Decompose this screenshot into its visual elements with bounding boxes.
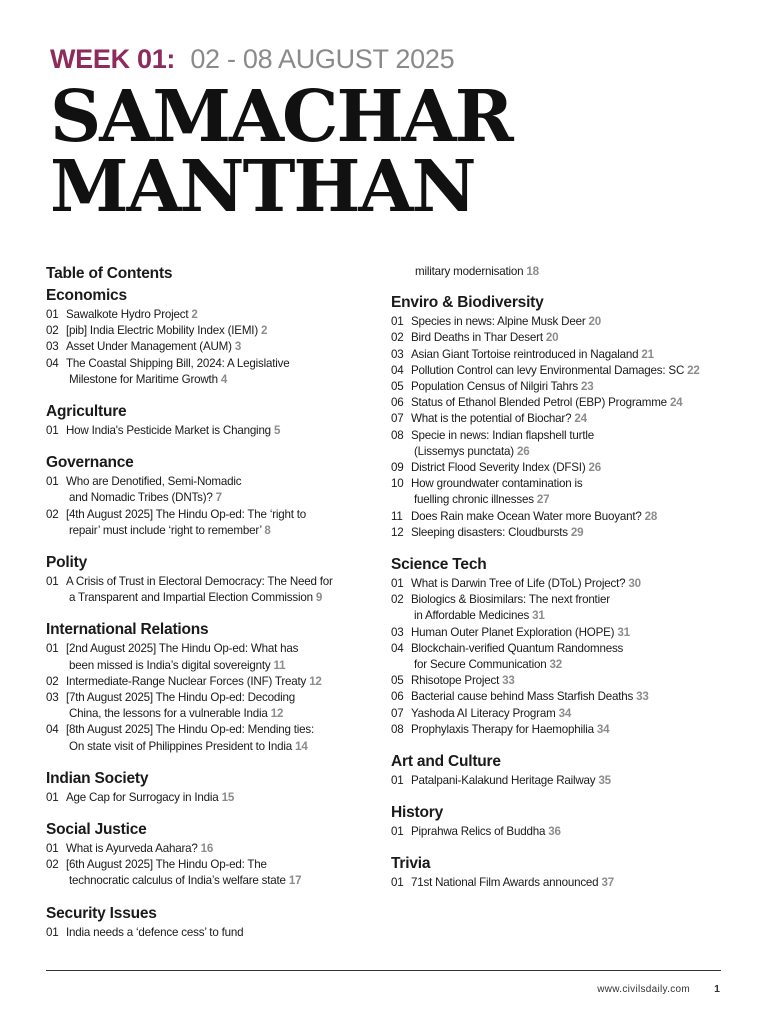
entry-text — [411, 509, 731, 525]
entry-title-continued — [411, 657, 731, 673]
toc-entry[interactable] — [391, 875, 731, 891]
entry-text — [411, 641, 731, 673]
toc-left-column — [46, 264, 366, 955]
entry-text — [411, 722, 731, 738]
page-number: 22 — [687, 363, 700, 377]
toc-entry[interactable] — [391, 641, 731, 673]
continuation-text: military modernisation — [415, 265, 524, 278]
toc-entry[interactable] — [391, 625, 731, 641]
section-title: Science Tech — [391, 556, 487, 574]
footer-url[interactable]: www.civilsdaily.com — [597, 984, 690, 995]
page-number: 12 — [270, 707, 284, 721]
entry-text — [66, 307, 366, 323]
footer-divider — [46, 970, 721, 971]
entry-number: 03 — [46, 340, 59, 354]
entry-text — [66, 674, 366, 690]
entry-title-continued — [66, 739, 366, 755]
entry-title-line2: (Lissemys punctata) — [414, 444, 514, 458]
page-number: 29 — [570, 525, 584, 539]
entry-title: Pollution Control can levy Environmental Damages: SC — [411, 363, 685, 377]
toc-heading: Table of Contents — [46, 265, 173, 282]
page-number: 14 — [295, 739, 308, 753]
entry-title-continued — [411, 608, 731, 624]
entry-text — [411, 525, 731, 541]
week-label: WEEK 01: — [50, 44, 176, 74]
entry-title: Sleeping disasters: Cloudbursts — [411, 525, 568, 539]
page-number: 15 — [221, 790, 235, 804]
toc-section — [391, 803, 731, 840]
entry-number: 04 — [46, 356, 59, 370]
toc-entry[interactable] — [391, 576, 731, 592]
entry-number: 01 — [391, 825, 404, 839]
entry-text — [411, 824, 731, 840]
page-number: 24 — [574, 412, 587, 426]
entry-text — [411, 411, 731, 427]
page-number: 31 — [532, 609, 545, 623]
toc-entry[interactable] — [391, 330, 731, 346]
entry-title-line2: fuelling chronic illnesses — [414, 493, 534, 507]
page-number: 18 — [526, 265, 539, 278]
page-number: 16 — [200, 842, 214, 856]
toc-entry[interactable] — [46, 323, 366, 339]
entry-number: 01 — [46, 842, 59, 856]
page-number: 37 — [601, 876, 614, 890]
toc-entry[interactable] — [391, 592, 731, 624]
page-number: 34 — [596, 722, 610, 736]
toc-section — [46, 553, 366, 606]
entry-title: Status of Ethanol Blended Petrol (EBP) Programme — [411, 396, 667, 410]
entry-title: Prophylaxis Therapy for Haemophilia — [411, 722, 594, 736]
entry-number: 01 — [46, 575, 59, 589]
entry-number: 11 — [391, 509, 403, 523]
entry-number: 02 — [46, 858, 59, 872]
entry-number: 01 — [391, 315, 404, 329]
entry-number: 01 — [46, 925, 59, 939]
entry-title: [4th August 2025] The Hindu Op-ed: The ‘right to — [66, 507, 307, 521]
entry-text — [66, 423, 366, 439]
page-number: 34 — [558, 706, 572, 720]
page-number: 33 — [502, 674, 515, 688]
page-number: 7 — [215, 491, 222, 505]
entry-title: [7th August 2025] The Hindu Op-ed: Decoding — [66, 691, 296, 705]
entry-title-line2: technocratic calculus of India’s welfare state — [69, 874, 286, 888]
entry-text — [66, 323, 366, 339]
entry-text — [66, 925, 366, 941]
section-title: Trivia — [391, 855, 431, 873]
entry-number: 04 — [46, 723, 59, 737]
entry-number: 02 — [391, 331, 404, 345]
entry-title: What is the potential of Biochar? — [411, 412, 572, 426]
entry-number: 01 — [46, 790, 59, 804]
entry-title-line2: a Transparent and Impartial Election Commission — [69, 591, 313, 605]
page-number: 20 — [588, 315, 602, 329]
toc-entry[interactable] — [391, 722, 731, 738]
entry-text — [66, 339, 366, 355]
entry-title-line2: Milestone for Maritime Growth — [69, 372, 218, 386]
toc-entry[interactable] — [391, 689, 731, 705]
toc-section — [46, 769, 366, 806]
toc-entry[interactable] — [391, 525, 731, 541]
entry-title: Patalpani-Kalakund Heritage Railway — [411, 774, 596, 788]
toc-entry[interactable] — [46, 641, 366, 673]
toc-entry[interactable] — [46, 339, 366, 355]
entry-title-line2: and Nomadic Tribes (DNTs)? — [69, 491, 213, 505]
section-title: Agriculture — [46, 403, 127, 421]
toc-section — [46, 453, 366, 539]
right-sections — [391, 293, 731, 891]
section-title: Economics — [46, 287, 127, 304]
page-number: 21 — [641, 347, 654, 361]
entry-title-continued — [66, 658, 366, 674]
entry-number: 03 — [391, 625, 404, 639]
entry-title-continued — [66, 372, 366, 388]
entry-number: 01 — [391, 876, 404, 890]
entry-text — [66, 474, 366, 506]
entry-title-line2: repair’ must include ‘right to remember’ — [69, 523, 262, 537]
entry-number: 04 — [391, 363, 404, 377]
entry-text — [411, 347, 731, 363]
entry-text — [411, 363, 731, 379]
entry-title: District Flood Severity Index (DFSI) — [411, 461, 586, 475]
entry-title-line2: China, the lessons for a vulnerable India — [69, 707, 268, 721]
entry-title: Intermediate-Range Nuclear Forces (INF) Treaty — [66, 674, 307, 688]
entry-text — [411, 330, 731, 346]
toc-entry[interactable] — [46, 474, 366, 506]
page-number: 11 — [273, 658, 286, 672]
page-number: 33 — [636, 690, 649, 704]
entry-text — [411, 379, 731, 395]
magazine-title-line-1: SAMACHAR — [50, 74, 512, 158]
entry-number: 02 — [46, 674, 59, 688]
entry-title: 71st National Film Awards announced — [411, 876, 599, 890]
entry-text — [66, 507, 366, 539]
entry-text — [411, 773, 731, 789]
entry-number: 05 — [391, 674, 404, 688]
section-title: History — [391, 804, 444, 822]
section-title: Enviro & Biodiversity — [391, 294, 544, 312]
section-title: Art and Culture — [391, 753, 501, 771]
entry-number: 01 — [46, 308, 59, 321]
toc-section — [46, 286, 366, 388]
entry-title: Human Outer Planet Exploration (HOPE) — [411, 625, 615, 639]
section-title: Polity — [46, 554, 88, 572]
entry-title: Piprahwa Relics of Buddha — [411, 825, 546, 839]
entry-text — [411, 625, 731, 641]
toc-right-column — [391, 264, 731, 906]
entry-title: [pib] India Electric Mobility Index (IEMI) — [66, 324, 258, 338]
toc-section — [391, 555, 731, 738]
entry-number: 01 — [391, 774, 404, 788]
entry-text — [66, 790, 366, 806]
section-title: Security Issues — [46, 904, 157, 922]
entry-text — [411, 592, 731, 624]
entry-title-continued — [66, 590, 366, 606]
entry-title: India needs a ‘defence cess’ to fund — [66, 925, 244, 939]
page-number: 28 — [644, 509, 658, 523]
entry-title-line2: in Affordable Medicines — [414, 609, 530, 623]
entry-title-line2: been missed is India’s digital sovereignty — [69, 658, 271, 672]
entry-text — [66, 641, 366, 673]
entry-title: Asset Under Management (AUM) — [66, 340, 232, 354]
entry-title: What is Darwin Tree of Life (DToL) Project? — [411, 577, 626, 591]
magazine-title-line-2: MANTHAN — [50, 144, 475, 228]
section-title: International Relations — [46, 621, 209, 639]
toc-entry[interactable] — [391, 460, 731, 476]
section-title: Governance — [46, 454, 134, 472]
entry-number: 12 — [391, 525, 404, 539]
page-number: 5 — [273, 424, 281, 438]
toc-entry[interactable] — [391, 824, 731, 840]
entry-number: 02 — [46, 324, 59, 338]
entry-title-continued — [411, 444, 731, 460]
entry-title-continued — [66, 490, 366, 506]
toc-entry[interactable] — [391, 706, 731, 722]
page-number: 4 — [220, 372, 228, 386]
entry-title: Yashoda AI Literacy Program — [411, 706, 556, 720]
section-title: Social Justice — [46, 821, 147, 839]
toc-entry[interactable] — [391, 411, 731, 427]
toc-entry[interactable] — [391, 673, 731, 689]
entry-title: [8th August 2025] The Hindu Op-ed: Mending ties: — [66, 723, 314, 737]
entry-title: What is Ayurveda Aahara? — [66, 842, 198, 856]
entry-number: 07 — [391, 412, 404, 426]
entry-title: Does Rain make Ocean Water more Buoyant? — [411, 509, 642, 523]
page-number: 30 — [628, 577, 641, 591]
page-number: 23 — [581, 380, 594, 394]
toc-entry[interactable] — [46, 674, 366, 690]
toc-section — [46, 402, 366, 439]
toc-entry[interactable] — [46, 574, 366, 606]
entry-number: 10 — [391, 477, 404, 491]
page-number: 2 — [261, 324, 268, 338]
entry-title-continued — [66, 706, 366, 722]
entry-title-line2: for Secure Communication — [414, 658, 547, 672]
entry-title-continued — [411, 492, 731, 508]
page-number: 17 — [288, 874, 302, 888]
entry-text — [411, 576, 731, 592]
toc-entry[interactable] — [46, 307, 366, 323]
toc-section — [46, 620, 366, 754]
toc-entry[interactable] — [46, 857, 366, 889]
page-number: 26 — [588, 461, 602, 475]
toc-entry[interactable] — [391, 476, 731, 508]
entry-text — [411, 314, 731, 330]
entry-number: 06 — [391, 690, 404, 704]
entry-title-continued — [66, 873, 366, 889]
section-title: Indian Society — [46, 769, 149, 787]
toc-entry[interactable] — [46, 507, 366, 539]
entry-title: Blockchain-verified Quantum Randomness — [411, 641, 624, 655]
entry-text — [66, 857, 366, 889]
toc-entry[interactable] — [46, 841, 366, 857]
entry-text — [66, 841, 366, 857]
page-number: 2 — [191, 308, 198, 321]
entry-number: 01 — [46, 642, 59, 656]
entry-text — [66, 574, 366, 606]
entry-title: Who are Denotified, Semi-Nomadic — [66, 475, 242, 489]
entry-number: 08 — [391, 722, 404, 736]
week-line — [50, 44, 454, 75]
toc-entry[interactable] — [46, 690, 366, 722]
toc-continuation[interactable] — [391, 264, 731, 280]
entry-text — [66, 690, 366, 722]
page-number: 12 — [309, 674, 322, 688]
toc-entry[interactable] — [391, 379, 731, 395]
entry-number: 01 — [46, 475, 59, 489]
entry-text — [66, 356, 366, 388]
entry-title: Specie in news: Indian flapshell turtle — [411, 428, 594, 442]
entry-title: [6th August 2025] The Hindu Op-ed: The — [66, 858, 267, 872]
entry-number: 02 — [391, 593, 404, 607]
entry-text — [411, 460, 731, 476]
toc-entry[interactable] — [46, 423, 366, 439]
page-number: 35 — [598, 774, 611, 788]
toc-entry[interactable] — [391, 347, 731, 363]
entry-text — [411, 706, 731, 722]
toc-section — [391, 293, 731, 541]
page-number: 27 — [536, 493, 550, 507]
page-number: 32 — [549, 658, 562, 672]
page-number: 20 — [545, 331, 559, 345]
entry-number: 03 — [391, 347, 404, 361]
entry-number: 01 — [46, 424, 59, 438]
entry-title: Asian Giant Tortoise reintroduced in Nagaland — [411, 347, 639, 361]
entry-text — [411, 476, 731, 508]
toc-section — [391, 854, 731, 891]
toc-entry[interactable] — [391, 395, 731, 411]
entry-text — [411, 875, 731, 891]
entry-number: 07 — [391, 706, 404, 720]
entry-title: How groundwater contamination is — [411, 477, 583, 491]
toc-entry[interactable] — [46, 722, 366, 754]
entry-title: Bacterial cause behind Mass Starfish Deaths — [411, 690, 634, 704]
entry-title: [2nd August 2025] The Hindu Op-ed: What has — [66, 642, 299, 656]
toc-section — [46, 904, 366, 941]
week-dates: 02 - 08 AUGUST 2025 — [190, 44, 455, 74]
footer-page-number: 1 — [714, 983, 720, 995]
toc-entry[interactable] — [391, 428, 731, 460]
entry-title: How India's Pesticide Market is Changing — [66, 424, 271, 438]
toc-entry[interactable] — [46, 925, 366, 941]
entry-text — [66, 722, 366, 754]
page-number: 36 — [548, 825, 561, 839]
entry-title: Population Census of Nilgiri Tahrs — [411, 380, 578, 394]
entry-number: 05 — [391, 380, 404, 394]
page-number: 3 — [234, 340, 242, 354]
entry-number: 09 — [391, 461, 404, 475]
entry-text — [411, 395, 731, 411]
toc-entry[interactable] — [391, 773, 731, 789]
page-number: 31 — [617, 625, 630, 639]
entry-title: Age Cap for Surrogacy in India — [66, 790, 219, 804]
entry-title: A Crisis of Trust in Electoral Democracy: The Need for — [66, 575, 333, 589]
page-number: 8 — [264, 523, 271, 537]
page-number: 26 — [516, 444, 530, 458]
entry-title-line2: On state visit of Philippines President to India — [69, 739, 293, 753]
entry-text — [411, 428, 731, 460]
entry-number: 01 — [391, 577, 404, 591]
page-number: 9 — [315, 591, 323, 605]
entry-title: Sawalkote Hydro Project — [66, 308, 189, 321]
toc-entry[interactable] — [46, 356, 366, 388]
entry-title: Rhisotope Project — [411, 674, 500, 688]
entry-number: 04 — [391, 641, 404, 655]
entry-text — [411, 673, 731, 689]
entry-text — [411, 689, 731, 705]
entry-number: 02 — [46, 507, 59, 521]
entry-title-continued — [66, 523, 366, 539]
toc-section — [391, 752, 731, 789]
entry-title: Species in news: Alpine Musk Deer — [411, 315, 586, 329]
entry-title: Biologics & Biosimilars: The next frontier — [411, 593, 610, 607]
entry-number: 03 — [46, 691, 59, 705]
entry-number: 08 — [391, 428, 404, 442]
toc-entry[interactable] — [391, 363, 731, 379]
toc-entry[interactable] — [391, 314, 731, 330]
entry-number: 06 — [391, 396, 404, 410]
toc-entry[interactable] — [46, 790, 366, 806]
page-number: 24 — [669, 396, 683, 410]
toc-entry[interactable] — [391, 509, 731, 525]
entry-title: Bird Deaths in Thar Desert — [411, 331, 543, 345]
left-sections — [46, 286, 366, 941]
entry-title: The Coastal Shipping Bill, 2024: A Legislative — [66, 356, 290, 370]
toc-section — [46, 820, 366, 890]
